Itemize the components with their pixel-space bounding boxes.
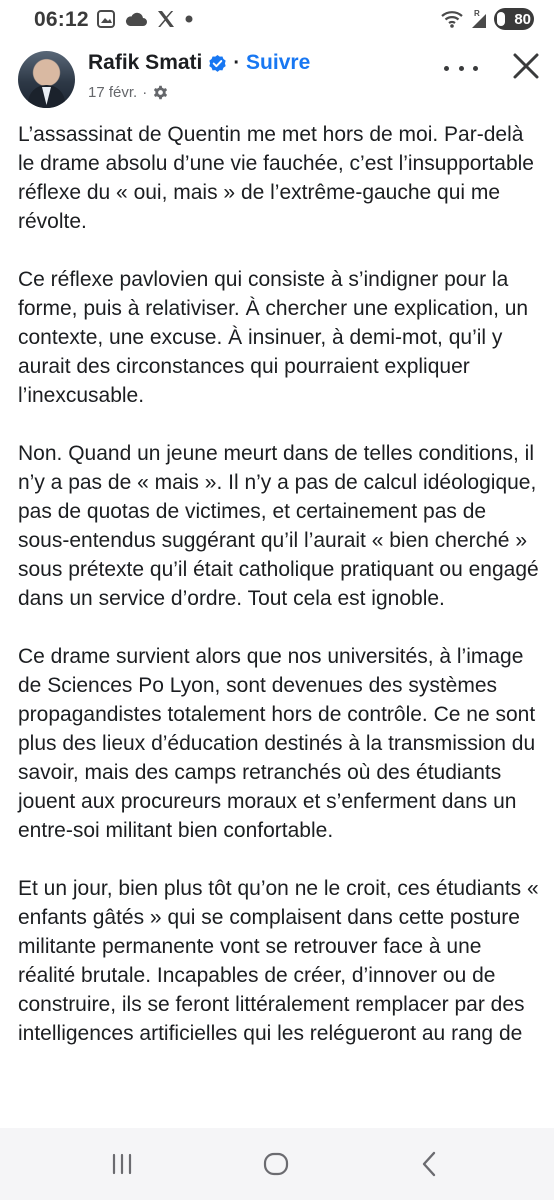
post-header <box>0 42 554 120</box>
meta-separator: · <box>142 84 148 101</box>
follow-separator: · <box>233 51 241 74</box>
status-left-icons <box>96 9 194 29</box>
recents-button[interactable] <box>102 1148 142 1180</box>
verified-badge-icon <box>208 54 227 73</box>
post-paragraph: Et un jour, bien plus tôt qu’on ne le croit, ces étudiants « enfants gâtés » qui se complaisent dans cette posture militante permanente vont se retrouver face à une réalité brutale. Incapables de créer, d’innover ou de construire, ils se feront littéralement remplacer par des intelligences artificielles qui les relégueront au rang de <box>18 877 539 1045</box>
post-paragraph: L’assassinat de Quentin me met hors de moi. Par-delà le drame absolu d’une vie fauchée, c’est l’insupportable réflexe du « oui, mais » de l’extrême-gauche qui me révolte. <box>18 123 534 233</box>
status-time: 06:12 <box>34 8 89 31</box>
svg-text:R: R <box>474 9 480 18</box>
more-options-button[interactable] <box>444 56 478 80</box>
signal-icon <box>470 9 488 29</box>
post-body <box>18 120 540 1077</box>
recents-icon <box>110 1152 134 1176</box>
post-date[interactable]: 17 févr. <box>88 84 138 101</box>
back-button[interactable] <box>410 1148 450 1180</box>
author-name[interactable]: Rafik Smati <box>88 51 203 74</box>
home-button[interactable] <box>256 1148 296 1180</box>
home-icon <box>262 1150 290 1178</box>
wifi-icon <box>440 9 464 29</box>
notification-dot-icon <box>184 14 194 24</box>
post-meta <box>88 84 169 101</box>
navigation-bar <box>0 1128 554 1200</box>
back-icon <box>418 1150 442 1178</box>
gallery-icon <box>96 9 116 29</box>
status-bar <box>0 0 554 42</box>
author-line <box>88 51 310 75</box>
avatar[interactable] <box>18 51 75 108</box>
close-icon[interactable] <box>508 48 544 84</box>
battery-icon <box>494 8 534 30</box>
post-paragraph: Ce drame survient alors que nos universités, à l’image de Sciences Po Lyon, sont devenues des systèmes propagandistes totalement hors de contrôle. Ce ne sont plus des lieux d’éducation destinés à la transmission du savoir, mais des camps retranchés où des étudiants jouent aux procureurs moraux et s’enferment dans un entre-soi militant bien confortable. <box>18 645 536 842</box>
battery-level: 80 <box>514 10 531 28</box>
x-logo-icon <box>156 9 176 29</box>
post-paragraph: Non. Quand un jeune meurt dans de telles conditions, il n’y a pas de « mais ». Il n’y a pas de calcul idéologique, pas de quotas de victimes, et certainement pas de sous-entendus suggérant qu’il l’aurait « bien cherché » sous prétexte qu’il était catholique pratiquant ou engagé dans un service d’ordre. Tout cela est ignoble. <box>18 442 539 610</box>
follow-button[interactable]: Suivre <box>246 51 311 74</box>
status-right-icons <box>440 8 534 30</box>
privacy-gear-icon[interactable] <box>152 84 169 101</box>
post-paragraph: Ce réflexe pavlovien qui consiste à s’indigner pour la forme, puis à relativiser. À chercher une explication, un contexte, une excuse. À insinuer, à demi-mot, qu’il y aurait des circonstances qui pourraient expliquer l’inexcusable. <box>18 268 529 407</box>
cloud-icon <box>124 10 148 28</box>
